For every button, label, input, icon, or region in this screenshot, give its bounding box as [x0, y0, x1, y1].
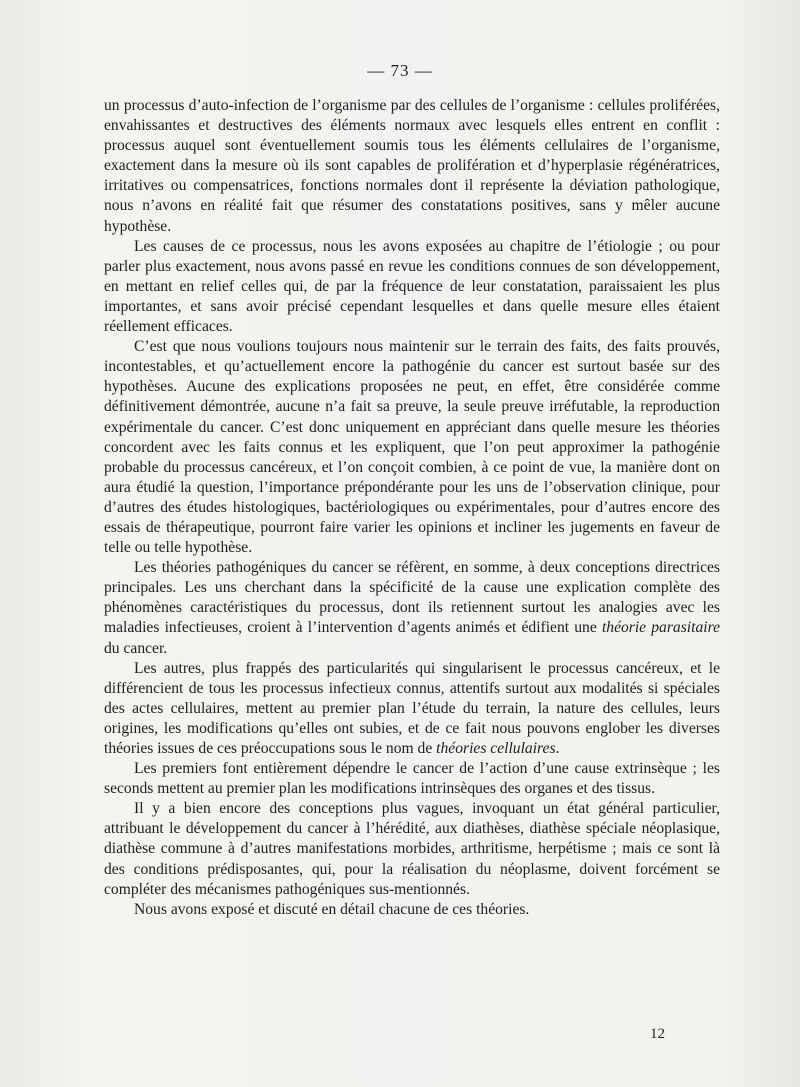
paragraph-5 [104, 659, 720, 759]
paragraph-5-text-before: Les autres, plus frappés des particularités qui singularisent le processus cancéreux, et le différencient de tous les processus infectieux connus, attentifs surtout aux modalités si spéciales des actes cellulaires, mettent au premier plan l’étude du terrain, la nature des cellules, leurs origines, les modifications qu’elles ont subies, et de ce fait nous pouvons englober les diverses théories issues de ces préoccupations sous le nom de [104, 659, 720, 757]
theories-cellulaires-emphasis: théories cellulaires [436, 740, 556, 757]
paragraph-7: Il y a bien encore des conceptions plus vagues, invoquant un état général particulier, attribuant le développement du cancer à l’hérédité, aux diathèses, diathèse spéciale néoplasique, diathèse commune à d’autres manifestations morbides, arthritisme, herpétisme ; mais ce sont là des conditions prédisposantes, qui, pour la réalisation du néoplasme, doivent forcément se compléter des mécanismes pathogéniques sus-mentionnés. [104, 800, 720, 898]
paragraph-1: un processus d’auto-infection de l’organisme par des cellules de l’organisme : cellules proliférées, envahissantes et destructives des éléments normaux avec lesquels elles entrent en conflit : processus auquel sont éventuellement soumis tous les éléments cellulaires de l’organisme, exactement dans la mesure où ils sont capables de prolifération et d’hyperplasie régénératrices, irritatives ou compensatrices, fonctions normales dont il représente la déviation pathologique, nous n’avons en réalité fait que résumer des constatations positives, sans y mêler aucune hypothèse. [104, 97, 720, 235]
signature-mark: 12 [650, 1026, 665, 1042]
page-number-header: — 73 — [367, 61, 433, 80]
paragraph-4-text-before: Les théories pathogéniques du cancer se réfèrent, en somme, à deux conceptions directrices principales. Les uns cherchant dans la spécificité de la cause une explication complète des phénomènes caractéristiques du processus, dont ils retiennent surtout les analogies avec les maladies infectieuses, croient à l’intervention d’agents animés et édifient une [104, 559, 720, 637]
paragraph-4-text-after: du cancer. [104, 639, 168, 657]
paragraph-8: Nous avons exposé et discuté en détail chacune de ces théories. [134, 900, 530, 918]
paragraph-2: Les causes de ce processus, nous les avons exposées au chapitre de l’étiologie ; ou pour parler plus exactement, nous avons passé en revue les conditions connues de son développement, en mettant en relief celles qui, de par la fréquence de leur constatation, paraissaient les plus importantes, et sans avoir précisé cependant lesquelles et dans quelle mesure elles étaient réellement efficaces. [104, 237, 720, 336]
paragraph-3: C’est que nous voulions toujours nous maintenir sur le terrain des faits, des faits prouvés, incontestables, et qu’actuellement encore la pathogénie du cancer est surtout basée sur des hypothèses. Aucune des explications proposées ne peut, en effet, être considérée comme définitivement démontrée, aucune n’a fait sa preuve, la seule preuve irréfutable, la reproduction expérimentale du cancer. C’est donc uniquement en appréciant dans quelle mesure les théories concordent avec les faits connus et les expliquent, que l’on peut approximer la pathogénie probable du processus cancéreux, et l’on conçoit combien, à ce point de vue, la manière dont on aura étudié la question, l’importance prépondérante pour les uns de l’observation clinique, pour d’autres des études histologiques, bactériologiques ou expérimentales, pour d’autres encore des essais de thérapeutique, pourront faire varier les opinions et incliner les jugements en faveur de telle ou telle hypothèse. [104, 338, 720, 557]
paragraph-4 [104, 558, 720, 658]
paragraph-5-text-after: . [555, 740, 560, 757]
theorie-parasitaire-emphasis: théorie parasitaire [601, 619, 720, 637]
body-text [104, 96, 720, 920]
paragraph-6: Les premiers font entièrement dépendre le cancer de l’action d’une cause extrinsèque ; les seconds mettent au premier plan les modifications intrinsèques des organes et des tissus. [104, 760, 720, 798]
